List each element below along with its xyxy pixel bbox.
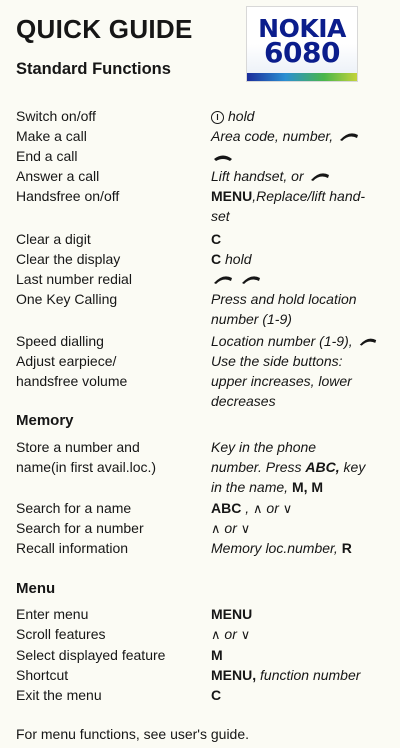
row-label: Recall information	[16, 540, 129, 556]
row-label: Scroll features	[16, 626, 106, 642]
row-label: Handsfree on/off	[16, 188, 120, 204]
row-adjust-volume	[16, 351, 396, 411]
logo-stripe	[247, 73, 357, 81]
row-action	[211, 146, 396, 166]
row-action: MENU	[211, 606, 253, 622]
row-label: Switch on/off	[16, 108, 96, 124]
arrow-up-icon: ∧	[253, 502, 263, 517]
arrow-down-icon: ∨	[240, 522, 251, 537]
row-action: C	[211, 231, 222, 247]
row-label: End a call	[16, 148, 78, 164]
arrow-down-icon: ∨	[282, 502, 293, 517]
handset-offhook-icon	[309, 172, 331, 182]
arrow-up-icon: ∧	[211, 522, 221, 537]
row-action: MENU,Replace/lift hand- set	[211, 188, 366, 224]
row-action: ∧ or ∨	[211, 520, 251, 537]
nokia-logo	[246, 6, 358, 82]
row-label: Exit the menu	[16, 687, 102, 703]
row-label: Select displayed feature	[16, 647, 166, 663]
power-icon: I	[211, 111, 224, 124]
row-label: Shortcut	[16, 667, 69, 683]
section-title-standard: Standard Functions	[16, 60, 171, 78]
footer-note: For menu functions, see user's guide.	[16, 726, 250, 742]
row-action: ABC , ∧ or ∨	[211, 500, 293, 517]
logo-brand: NOKIA	[258, 14, 346, 43]
row-label: Adjust earpiece/ handsfree volume	[16, 353, 128, 389]
row-label: Clear the display	[16, 251, 121, 267]
section-title-memory: Memory	[16, 412, 74, 429]
row-label: Store a number and name(in first avail.loc.)	[16, 439, 157, 475]
row-action: Use the side buttons: upper increases, lower decreases	[211, 353, 352, 409]
row-action: C hold	[211, 251, 252, 267]
row-action: Key in the phone number. Press ABC, key in the name, M, M	[211, 439, 366, 495]
row-label: Search for a name	[16, 500, 132, 516]
row-action: ∧ or ∨	[211, 626, 251, 643]
row-action: Memory loc.number, R	[211, 540, 352, 556]
row-action: C	[211, 687, 222, 703]
handset-offhook-icon	[240, 275, 262, 285]
row-action: MENU, function number	[211, 667, 361, 683]
page-title: QUICK GUIDE	[16, 14, 193, 44]
handset-offhook-icon	[338, 132, 360, 142]
section-title-menu: Menu	[16, 580, 56, 597]
row-action: Lift handset, or	[211, 166, 396, 186]
handset-onhook-icon	[212, 152, 234, 162]
row-label: Speed dialling	[16, 333, 104, 349]
logo-model: 6080	[264, 36, 340, 69]
row-action: Area code, number,	[211, 126, 396, 146]
row-action: Press and hold location number (1-9)	[211, 291, 357, 327]
row-label: Answer a call	[16, 168, 100, 184]
row-label: Clear a digit	[16, 231, 91, 247]
row-action: M	[211, 647, 223, 663]
row-label: Make a call	[16, 128, 87, 144]
row-action: I hold	[211, 106, 396, 126]
handset-offhook-icon	[358, 337, 378, 347]
row-action	[211, 269, 396, 289]
row-action: Location number (1-9),	[211, 331, 396, 351]
handset-offhook-icon	[212, 275, 234, 285]
row-label: One Key Calling	[16, 291, 118, 307]
row-label: Search for a number	[16, 520, 144, 536]
row-one-key-calling	[16, 289, 396, 329]
row-label: Enter menu	[16, 606, 89, 622]
arrow-up-icon: ∧	[211, 628, 221, 643]
row-handsfree	[16, 186, 396, 226]
arrow-down-icon: ∨	[240, 628, 251, 643]
row-label: Last number redial	[16, 271, 132, 287]
row-store-number	[16, 437, 396, 497]
